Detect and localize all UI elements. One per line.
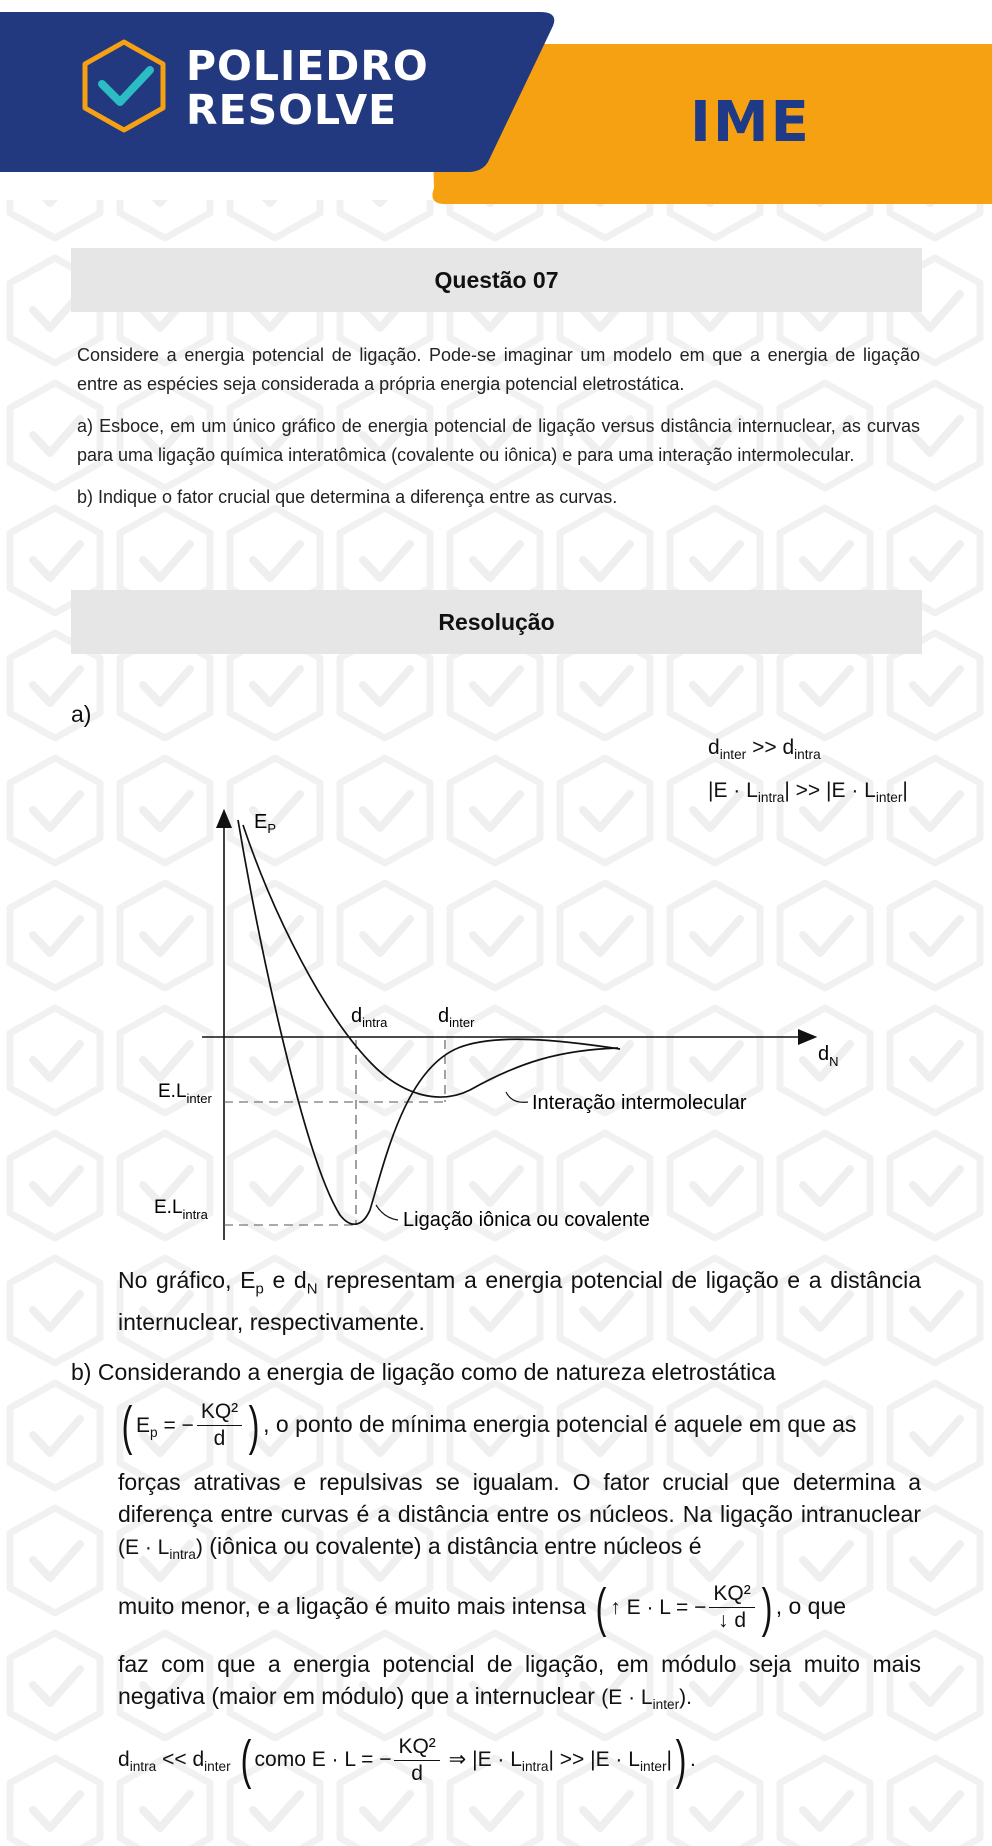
question-intro: Considere a energia potencial de ligação. Pode-se imaginar um modelo em que a energia de ligação entre as espécies seja considerada a própria energia potencial eletrostática. [77, 345, 920, 394]
curve-intra-label: Ligação iônica ou covalente [403, 1209, 650, 1231]
brand-name-line1: POLIEDRO [186, 42, 429, 90]
part-b-label: b) [71, 1359, 92, 1385]
brand-name-line2: RESOLVE [186, 86, 398, 134]
part-a-label: a) [71, 701, 92, 727]
curve-ionic-covalent [238, 820, 620, 1224]
relation-energy: $|E \cdot L_{intra}| >> |E \cdot L_{inter}|$ [708, 779, 908, 806]
potential-energy-graph [140, 800, 860, 1250]
el-intra-label: $E.L_{intra}$ [154, 1197, 208, 1222]
part-b-line1: b) Considerando a energia de ligação como de natureza eletrostática [71, 1359, 776, 1385]
curve-inter-label: Interação intermolecular [532, 1092, 747, 1114]
graph-caption: No gráfico, $E_p$ e $d_N$ representam a energia potencial de ligação e a distância internuclear, respectivamente. [118, 1267, 921, 1335]
part-b-intensity-line: muito menor, e a ligação é muito mais intensa ( ↑ E · L = − $\frac{\text{KQ²}}{↓ d}$ ) , o que [118, 1577, 847, 1638]
part-b-paragraph3: faz com que a energia potencial de ligação, em módulo seja muito mais negativa (maior em módulo) que a internuclear $(E \cdot L_{inter})$. [118, 1651, 921, 1713]
y-axis-label: $E_P$ [254, 811, 277, 836]
x-axis-label: $d_N$ [818, 1043, 839, 1069]
resolution-title-bar [71, 590, 922, 654]
relation-distance: $d_{inter} >> d_{intra}$ [708, 736, 821, 763]
question-item-a: a) Esboce, em um único gráfico de energia potencial de ligação versus distância internuclear, as curvas para uma ligação química interatômica (covalente ou iônica) e para uma interação intermolecular. [77, 416, 920, 465]
question-title: Questão 07 [434, 266, 559, 293]
d-inter-label: $d_{inter}$ [438, 1005, 475, 1030]
resolution-title: Resolução [438, 608, 555, 635]
question-title-bar [71, 248, 922, 312]
exam-name: IME [690, 90, 811, 155]
part-b-paragraph2: forças atrativas e repulsivas se igualam. O fator crucial que determina a diferença entre curvas é a distância entre os núcleos. Na ligação intranuclear $(E \cdot L_{intra})$ (iônica ou covalente) a distância entre núcleos é [118, 1469, 921, 1563]
intermolecular-pointer [506, 1092, 528, 1102]
el-inter-label: $E.L_{inter}$ [158, 1081, 212, 1106]
guide-lines [224, 1040, 445, 1225]
curve-intermolecular [243, 825, 618, 1097]
question-item-b: b) Indique o fator crucial que determina a diferença entre as curvas. [77, 487, 618, 507]
d-intra-label: $d_{intra}$ [351, 1005, 388, 1030]
ionic-pointer [376, 1205, 398, 1220]
header-banner [0, 0, 992, 210]
question-body [77, 341, 920, 512]
part-b-final-relation: $d_{intra} << d_{inter}$ ( como E · L = − $\frac{\text{KQ²}}{d}$ ⇒ $|E \cdot L_{intra}| >> |E \cdot L_{inter}|$) . [118, 1730, 696, 1791]
part-b-equation-line: ( $E_p$ = − $\frac{\text{KQ²}}{d}$ ) , o ponto de mínima energia potencial é aquele em que as [121, 1395, 857, 1456]
